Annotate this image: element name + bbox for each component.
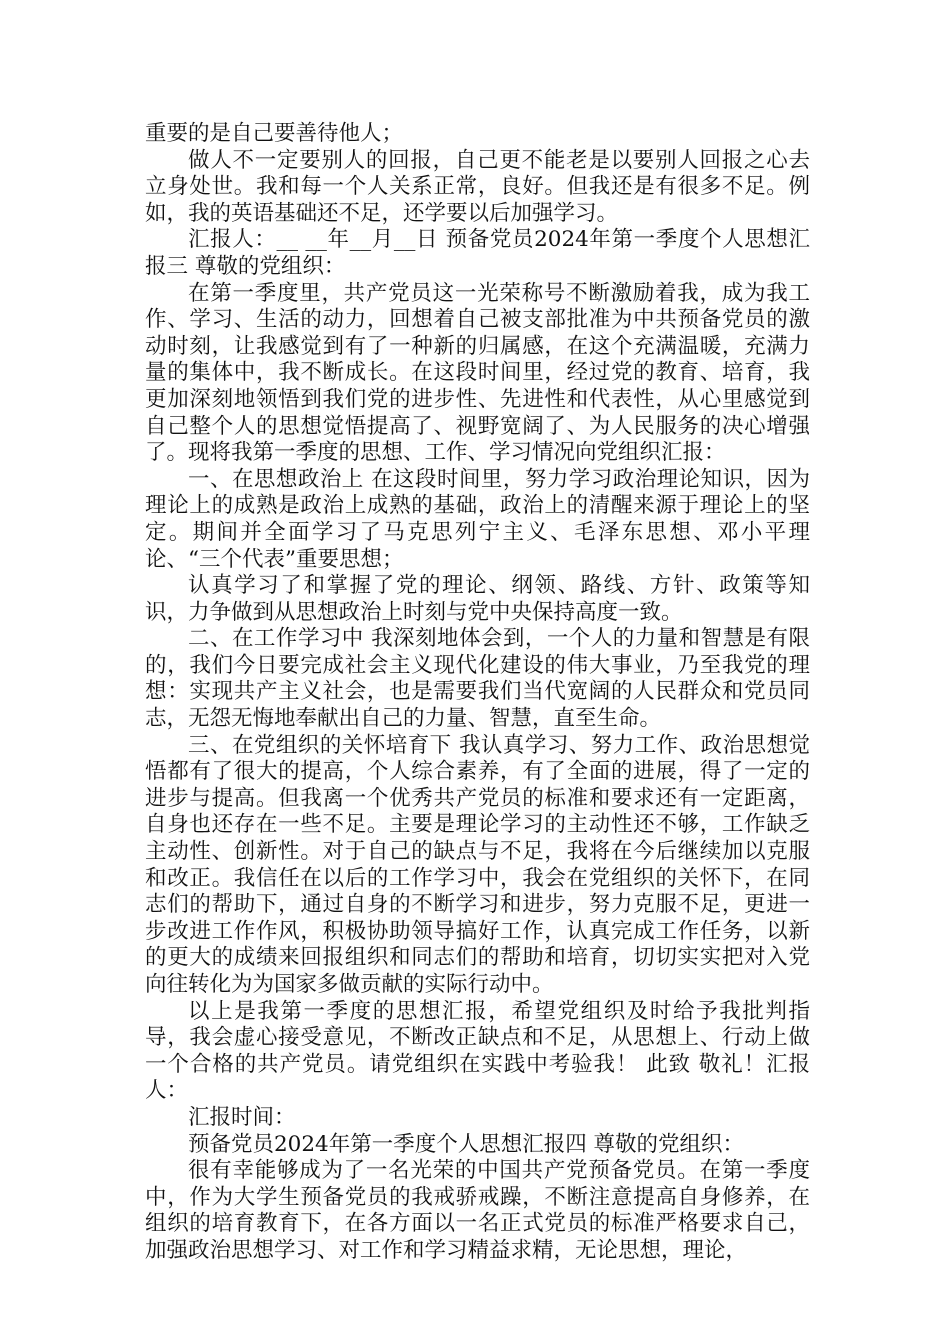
document-body [145,121,810,1265]
paragraph-2: 做人不一定要别人的回报，自己更不能老是以要别人回报之心去立身处世。我和每一个人关系正常，良好。但我还是有很多不足。例如，我的英语基础还不足，还学要以后加强学习。 [145,147,810,226]
paragraph-9: 以上是我第一季度的思想汇报，希望党组织及时给予我批判指导，我会虚心接受意见，不断改正缺点和不足，从思想上、行动上做一个合格的共产党员。请党组织在实践中考验我！ 此致 敬礼！汇报人： [145,998,810,1104]
paragraph-6: 认真学习了和掌握了党的理论、纲领、路线、方针、政策等知识，力争做到从思想政治上时刻与党中央保持高度一致。 [145,573,810,625]
paragraph-11: 预备党员2024年第一季度个人思想汇报四 尊敬的党组织： [188,1131,745,1157]
paragraph-4: 在第一季度里，共产党员这一光荣称号不断激励着我，成为我工作、学习、生活的动力，回想着自己被支部批准为中共预备党员的激动时刻，让我感觉到有了一种新的归属感，在这个充满温暖，充满力量的集体中，我不断成长。在这段时间里，经过党的教育、培育，我更加深刻地领悟到我们党的进步性、先进性和代表性，从心里感觉到自己整个人的思想觉悟提高了、视野宽阔了、为人民服务的决心增强了。现将我第一季度的思想、工作、学习情况向党组织汇报： [145,280,810,466]
paragraph-3: 汇报人：__ __年__月__日 预备党员2024年第一季度个人思想汇报三 尊敬的党组织： [145,227,810,279]
paragraph-1: 重要的是自己要善待他人； [145,121,404,146]
paragraph-7: 二、在工作学习中 我深刻地体会到，一个人的力量和智慧是有限的，我们今日要完成社会主义现代化建设的伟大事业，乃至我党的理想：实现共产主义社会，也是需要我们当代宽阔的人民群众和党员同志，无怨无悔地奉献出自己的力量、智慧，直至生命。 [145,626,810,732]
paragraph-10: 汇报时间： [188,1104,296,1130]
paragraph-12: 很有幸能够成为了一名光荣的中国共产党预备党员。在第一季度中，作为大学生预备党员的我戒骄戒躁，不断注意提高自身修养，在组织的培育教育下，在各方面以一名正式党员的标准严格要求自己，加强政治思想学习、对工作和学习精益求精，无论思想，理论， [145,1158,810,1263]
paragraph-5: 一、在思想政治上 在这段时间里，努力学习政治理论知识，因为理论上的成熟是政治上成熟的基础，政治上的清醒来源于理论上的坚定。期间并全面学习了马克思列宁主义、毛泽东思想、邓小平理论、“三个代表”重要思想； [145,466,810,572]
paragraph-8: 三、在党组织的关怀培育下 我认真学习、努力工作、政治思想觉悟都有了很大的提高，个人综合素养，有了全面的进展，得了一定的进步与提高。但我离一个优秀共产党员的标准和要求还有一定距离，自身也还存在一些不足。主要是理论学习的主动性还不够，工作缺乏主动性、创新性。对于自己的缺点与不足，我将在今后继续加以克服和改正。我信任在以后的工作学习中，我会在党组织的关怀下，在同志们的帮助下，通过自身的不断学习和进步，努力克服不足，更进一步改进工作作风，积极协助领导搞好工作，认真完成工作任务，以新的更大的成绩来回报组织和同志们的帮助和培育，切切实实把对入党向往转化为为国家多做贡献的实际行动中。 [145,732,810,997]
